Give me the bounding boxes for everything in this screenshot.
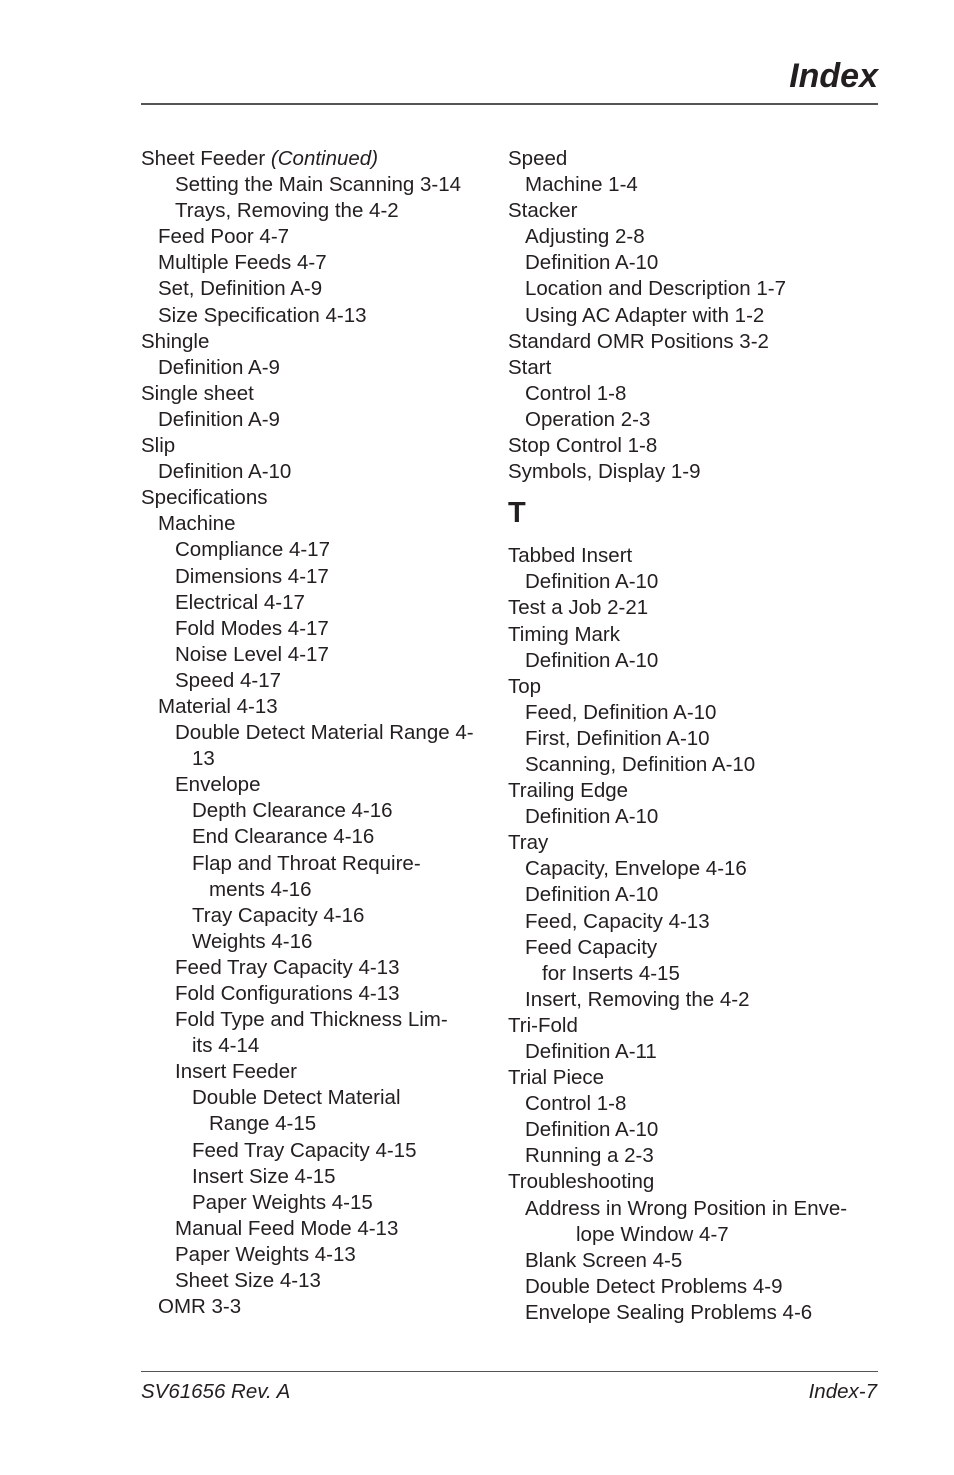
index-entry-text: Noise Level 4-17	[175, 642, 329, 666]
index-entry	[508, 1196, 880, 1222]
index-entry	[508, 381, 880, 407]
index-entry-text: Troubleshooting	[508, 1170, 655, 1194]
index-entry-text: Symbols, Display 1-9	[508, 460, 701, 484]
index-entry-text: Speed 4-17	[175, 668, 282, 692]
index-entry	[508, 648, 880, 674]
index-entry	[141, 616, 501, 642]
index-entry-text: Double Detect Material	[192, 1086, 401, 1110]
index-entry	[508, 595, 880, 621]
index-entry-text: Definition A-10	[158, 460, 292, 484]
index-entry	[141, 433, 501, 459]
index-entry	[141, 590, 501, 616]
index-entry	[508, 778, 880, 804]
index-entry-text: First, Definition A-10	[525, 726, 710, 750]
index-entry	[141, 772, 501, 798]
index-entry	[508, 569, 880, 595]
index-entry	[141, 459, 501, 485]
index-entry	[141, 1268, 501, 1294]
index-entry-text: Running a 2-3	[525, 1144, 654, 1168]
index-entry	[141, 668, 501, 694]
index-entry-text: Control 1-8	[525, 1092, 627, 1116]
index-entry-text: Insert Size 4-15	[192, 1164, 336, 1188]
index-entry	[508, 250, 880, 276]
index-entry-continuation: Range 4-15	[209, 1112, 317, 1136]
index-entry-text: Top	[508, 674, 542, 698]
page-title: Index	[789, 57, 878, 95]
index-entry-text: Definition A-10	[525, 570, 659, 594]
index-entry-text: Paper Weights 4-13	[175, 1242, 356, 1266]
index-entry	[141, 1085, 501, 1111]
index-entry	[141, 224, 501, 250]
index-entry	[508, 1013, 880, 1039]
index-entry-text: Trays, Removing the 4-2	[175, 199, 399, 223]
index-entry-text: Shingle	[141, 329, 210, 353]
index-entry	[141, 1216, 501, 1242]
index-entry-text: Definition A-10	[525, 648, 659, 672]
index-entry-text: Using AC Adapter with 1-2	[525, 303, 765, 327]
index-entry	[141, 824, 501, 850]
index-entry-text: Scanning, Definition A-10	[525, 752, 756, 776]
index-entry-text: Tabbed Insert	[508, 544, 633, 568]
index-entry-text: Set, Definition A-9	[158, 277, 323, 301]
index-entry-text: Machine 1-4	[525, 173, 638, 197]
index-entry	[508, 276, 880, 302]
index-entry-text: Envelope Sealing Problems 4-6	[525, 1300, 813, 1324]
index-entry-text: Fold Modes 4-17	[175, 616, 329, 640]
index-entry-text: Envelope	[175, 773, 261, 797]
index-entry-text: Definition A-10	[525, 883, 659, 907]
index-entry	[141, 485, 501, 511]
index-entry-text: OMR 3-3	[158, 1295, 242, 1319]
index-entry	[508, 355, 880, 381]
index-entry	[141, 1059, 501, 1085]
index-entry-text: End Clearance 4-16	[192, 825, 375, 849]
index-entry-continuation: ments 4-16	[209, 877, 312, 901]
index-entry	[508, 909, 880, 935]
index-entry-text: Standard OMR Positions 3-2	[508, 329, 769, 353]
index-entry	[508, 961, 880, 987]
index-entry-text: Feed, Definition A-10	[525, 700, 717, 724]
index-entry	[141, 720, 501, 746]
index-entry-text: Stacker	[508, 199, 578, 223]
index-entry-text: Start	[508, 355, 552, 379]
index-entry	[508, 1065, 880, 1091]
index-entry-text: Feed Capacity	[525, 935, 658, 959]
index-entry-text: Tri-Fold	[508, 1013, 578, 1037]
index-entry-text: Capacity, Envelope 4-16	[525, 857, 747, 881]
index-entry	[508, 1169, 880, 1195]
index-entry-text: Insert Feeder	[175, 1060, 297, 1084]
index-entry	[508, 987, 880, 1013]
index-entry	[141, 1138, 501, 1164]
index-entry-text: Flap and Throat Require-	[192, 851, 421, 875]
index-entry	[141, 172, 501, 198]
index-entry	[141, 537, 501, 563]
index-column-left	[141, 146, 501, 1320]
index-entry-text: Test a Job 2-21	[508, 596, 649, 620]
index-entry-text: Adjusting 2-8	[525, 225, 645, 249]
index-entry	[141, 407, 501, 433]
index-entry	[141, 642, 501, 668]
footer-rule	[141, 1371, 878, 1372]
index-entry-text: Manual Feed Mode 4-13	[175, 1216, 399, 1240]
index-entry-text: Compliance 4-17	[175, 538, 330, 562]
header-rule	[141, 103, 878, 105]
index-entry	[508, 172, 880, 198]
index-column-right	[508, 146, 880, 1326]
index-entry	[141, 1007, 501, 1033]
index-entry-text: Definition A-10	[525, 251, 659, 275]
section-letter-heading: T	[508, 497, 526, 530]
index-entry	[141, 381, 501, 407]
index-entry	[508, 882, 880, 908]
index-entry	[141, 355, 501, 381]
index-entry	[141, 1242, 501, 1268]
index-entry	[508, 622, 880, 648]
index-entry-continuation: lope Window 4-7	[576, 1222, 729, 1246]
index-entry	[508, 198, 880, 224]
index-entry-text: Size Specification 4-13	[158, 303, 367, 327]
index-entry	[141, 329, 501, 355]
index-entry	[508, 830, 880, 856]
index-entry-text: Insert, Removing the 4-2	[525, 987, 750, 1011]
index-entry	[508, 700, 880, 726]
index-entry	[141, 798, 501, 824]
index-entry-text: Sheet Feeder	[141, 147, 271, 170]
index-entry-text: Operation 2-3	[525, 407, 651, 431]
page-number: Index-7	[808, 1380, 877, 1403]
index-entry	[508, 459, 880, 485]
index-entry-text: Fold Type and Thickness Lim-	[175, 1008, 448, 1032]
index-entry-text: Definition A-10	[525, 1118, 659, 1142]
index-entry	[508, 329, 880, 355]
index-entry-text: Speed	[508, 147, 568, 170]
index-entry-text: Tray	[508, 831, 549, 855]
index-entry-text: Feed Tray Capacity 4-13	[175, 955, 400, 979]
index-entry-text: Double Detect Problems 4-9	[525, 1274, 783, 1298]
index-entry-text: Location and Description 1-7	[525, 277, 786, 301]
index-entry	[141, 303, 501, 329]
index-entry	[141, 511, 501, 537]
index-entry-text: Specifications	[141, 486, 268, 510]
index-entry	[508, 752, 880, 778]
index-entry	[141, 1294, 501, 1320]
index-entry	[141, 564, 501, 590]
index-entry-text: Setting the Main Scanning 3-14	[175, 173, 462, 197]
document-id: SV61656 Rev. A	[141, 1380, 291, 1403]
index-entry	[141, 851, 501, 877]
index-entry	[141, 903, 501, 929]
index-entry-text: Definition A-9	[158, 355, 280, 379]
index-entry-text: Machine	[158, 512, 236, 536]
index-entry-text: Timing Mark	[508, 622, 620, 646]
index-entry	[508, 224, 880, 250]
index-entry	[508, 146, 880, 172]
index-entry	[508, 1143, 880, 1169]
index-entry-text: Weights 4-16	[192, 929, 313, 953]
index-entry-text: Fold Configurations 4-13	[175, 982, 400, 1005]
index-entry-text: Tray Capacity 4-16	[192, 903, 365, 927]
continued-note: (Continued)	[270, 147, 379, 170]
index-entry-continuation: its 4-14	[192, 1034, 260, 1058]
index-entry	[508, 433, 880, 459]
index-entry-text: Depth Clearance 4-16	[192, 799, 393, 823]
index-entry	[508, 1248, 880, 1274]
index-entry	[508, 674, 880, 700]
index-entry-text: Dimensions 4-17	[175, 564, 329, 588]
index-entry	[508, 303, 880, 329]
index-entry-text: Control 1-8	[525, 381, 627, 405]
index-entry	[508, 1039, 880, 1065]
index-entry	[508, 543, 880, 569]
index-entry	[508, 1300, 880, 1326]
index-entry	[508, 1117, 880, 1143]
index-entry	[508, 804, 880, 830]
index-entry	[141, 955, 501, 981]
index-entry	[508, 1091, 880, 1117]
index-entry	[508, 856, 880, 882]
index-entry-text: Paper Weights 4-15	[192, 1190, 373, 1214]
index-entry-text: Double Detect Material Range 4-	[175, 721, 474, 745]
index-entry-text: Electrical 4-17	[175, 590, 305, 614]
index-entry-text: Feed, Capacity 4-13	[525, 909, 710, 933]
index-entry	[508, 1274, 880, 1300]
index-entry-text: Blank Screen 4-5	[525, 1248, 683, 1272]
index-entry	[141, 276, 501, 302]
index-entry-continuation: 13	[192, 747, 215, 771]
index-entry-text: Feed Poor 4-7	[158, 225, 290, 249]
index-entry	[141, 1164, 501, 1190]
index-entry-text: Trial Piece	[508, 1066, 605, 1090]
index-entry-text: Sheet Size 4-13	[175, 1269, 321, 1293]
index-entry-text: Address in Wrong Position in Enve-	[525, 1196, 848, 1220]
index-entry	[141, 146, 501, 172]
index-entry	[508, 935, 880, 961]
index-entry	[508, 726, 880, 752]
index-entry-text: Definition A-10	[525, 805, 659, 829]
index-entry-text: Trailing Edge	[508, 779, 629, 803]
index-entry-text: Definition A-9	[158, 407, 280, 431]
index-entry-text: for Inserts 4-15	[542, 961, 680, 985]
index-entry-text: Multiple Feeds 4-7	[158, 251, 327, 275]
index-entry-text: Material 4-13	[158, 694, 278, 718]
index-entry	[141, 929, 501, 955]
index-entry	[141, 1190, 501, 1216]
index-entry-text: Definition A-11	[525, 1040, 657, 1063]
index-entry	[141, 198, 501, 224]
index-entry	[141, 694, 501, 720]
index-entry	[141, 981, 501, 1007]
index-entry-text: Feed Tray Capacity 4-15	[192, 1138, 417, 1162]
index-entry-text: Slip	[141, 434, 176, 458]
index-entry	[141, 250, 501, 276]
index-entry	[508, 407, 880, 433]
index-entry-text: Stop Control 1-8	[508, 434, 658, 458]
index-entry-text: Single sheet	[141, 381, 254, 405]
